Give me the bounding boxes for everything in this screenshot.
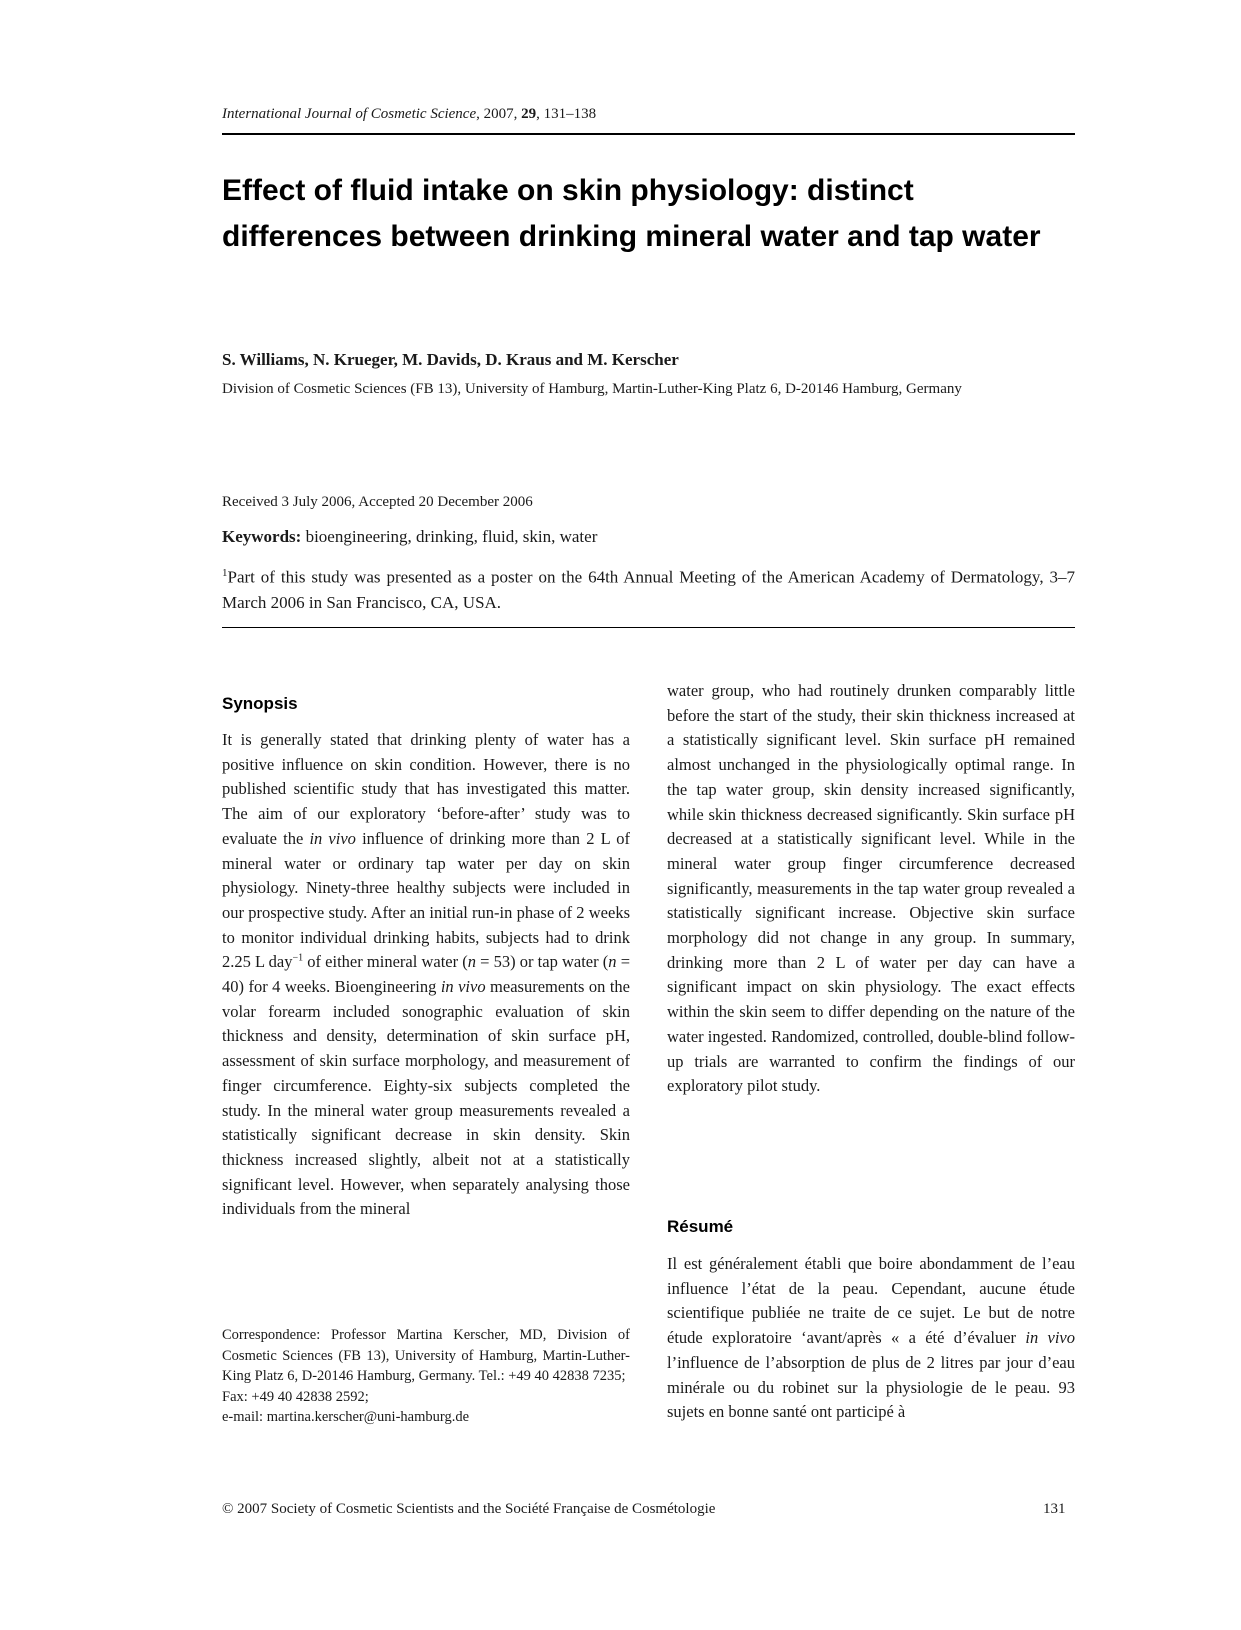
synopsis-text-6: measurements on the volar forearm included sonographic evaluation of skin thickness and density, determination of skin surface pH, assessment of skin surface morphology, and measurement of finger circumference. Eighty-six subjects completed the study. In the mineral water group measurements revealed a statistically significant decrease in skin density. Skin thickness increased slightly, albeit not at a statistically significant level. However, when separately analysing those individuals from the mineral <box>222 977 630 1219</box>
presentation-footnote <box>222 561 1075 615</box>
header-rule <box>222 133 1075 135</box>
journal-pages: , 131–138 <box>536 106 597 122</box>
section-rule <box>222 627 1075 628</box>
synopsis-n-2: n <box>608 952 617 972</box>
correspondence-address: Correspondence: Professor Martina Kerscher, MD, Division of Cosmetic Sciences (FB 13), University of Hamburg, Martin-Luther-King Platz 6, D-20146 Hamburg, Germany. Tel.: +49 40 42838 7235; <box>222 1327 630 1384</box>
synopsis-em-1: in vivo <box>309 828 356 848</box>
synopsis-em-2: in vivo <box>440 977 486 997</box>
synopsis-text-5: = 40) for 4 weeks. Bioengineering <box>222 952 630 997</box>
resume-heading: Résumé <box>667 1217 734 1236</box>
synopsis-text-1: It is generally stated that drinking plenty of water has a positive influence on skin condition. However, there is no published scientific study that has investigated this matter. The aim of our exploratory ‘before-after’ study was to evaluate the <box>222 730 630 848</box>
synopsis-n-1: n <box>467 952 476 972</box>
footnote-marker: 1 <box>222 567 228 579</box>
resume-body <box>667 1252 1075 1425</box>
correspondence-block <box>222 1325 630 1428</box>
received-dates: Received 3 July 2006, Accepted 20 December 2006 <box>222 494 533 510</box>
article-title: Effect of fluid intake on skin physiology: distinct differences between drinking mineral water and tap water <box>222 174 1041 253</box>
synopsis-text-4: = 53) or tap water ( <box>476 952 609 972</box>
journal-year: , 2007, <box>476 106 522 122</box>
resume-text-1: Il est généralement établi que boire abondamment de l’eau influence l’état de la peau. Cependant, aucune étude scientifique publiée ne traite de ce sujet. Le but de notre étude exploratoire ‘avant/après « a été d’évaluer <box>667 1254 1075 1348</box>
copyright-line: © 2007 Society of Cosmetic Scientists and the Société Française de Cosmétologie <box>222 1501 716 1517</box>
keywords-label: Keywords: <box>222 527 302 546</box>
author-list: S. Williams, N. Krueger, M. Davids, D. Kraus and M. Kerscher <box>222 350 679 369</box>
synopsis-continued: water group, who had routinely drunken comparably little before the start of the study, their skin thickness increased at a statistically significant level. Skin surface pH remained almost unchanged in the physiologically optimal range. In the tap water group, skin density increased significantly, while skin thickness decreased significantly. Skin surface pH decreased at a statistically significant level. While in the mineral water group finger circumference decreased significantly, measurements in the tap water group revealed a statistically significant increase. Objective skin surface morphology did not change in any group. In summary, drinking more than 2 L of water per day can have a significant impact on skin physiology. The exact effects within the skin seem to differ depending on the nature of the water ingested. Randomized, controlled, double-blind follow-up trials are warranted to confirm the findings of our exploratory pilot study. <box>667 681 1075 1096</box>
journal-name: International Journal of Cosmetic Science <box>222 106 477 122</box>
correspondence-email: e-mail: martina.kerscher@uni-hamburg.de <box>222 1409 470 1425</box>
synopsis-text-2: influence of drinking more than 2 L of mineral water or ordinary tap water per day on skin physiology. Ninety-three healthy subjects were included in our prospective study. After an initial run-in phase of 2 weeks to monitor individual drinking habits, subjects had to drink 2.25 L day <box>222 828 630 972</box>
keywords-line <box>222 527 597 547</box>
footnote-text: Part of this study was presented as a poster on the 64th Annual Meeting of the American Academy of Dermatology, 3–7 March 2006 in San Francisco, CA, USA. <box>222 567 1075 612</box>
correspondence-fax: Fax: +49 40 42838 2592; <box>222 1388 369 1405</box>
synopsis-body <box>222 728 630 1222</box>
affiliation: Division of Cosmetic Sciences (FB 13), University of Hamburg, Martin-Luther-King Platz 6, D-20146 Hamburg, Germany <box>222 381 962 397</box>
synopsis-text-3: of either mineral water ( <box>303 952 468 972</box>
synopsis-heading: Synopsis <box>222 694 298 713</box>
keywords-text: bioengineering, drinking, fluid, skin, water <box>301 527 598 546</box>
page-number: 131 <box>1043 1501 1066 1517</box>
resume-text-2: l’influence de l’absorption de plus de 2 litres par jour d’eau minérale ou du robinet sur la physiologie de le peau. 93 sujets en bonne santé ont participé à <box>667 1352 1075 1422</box>
synopsis-superscript: −1 <box>292 952 304 964</box>
running-head <box>222 106 596 123</box>
resume-em-1: in vivo <box>1025 1328 1075 1348</box>
journal-volume: 29 <box>521 106 537 122</box>
